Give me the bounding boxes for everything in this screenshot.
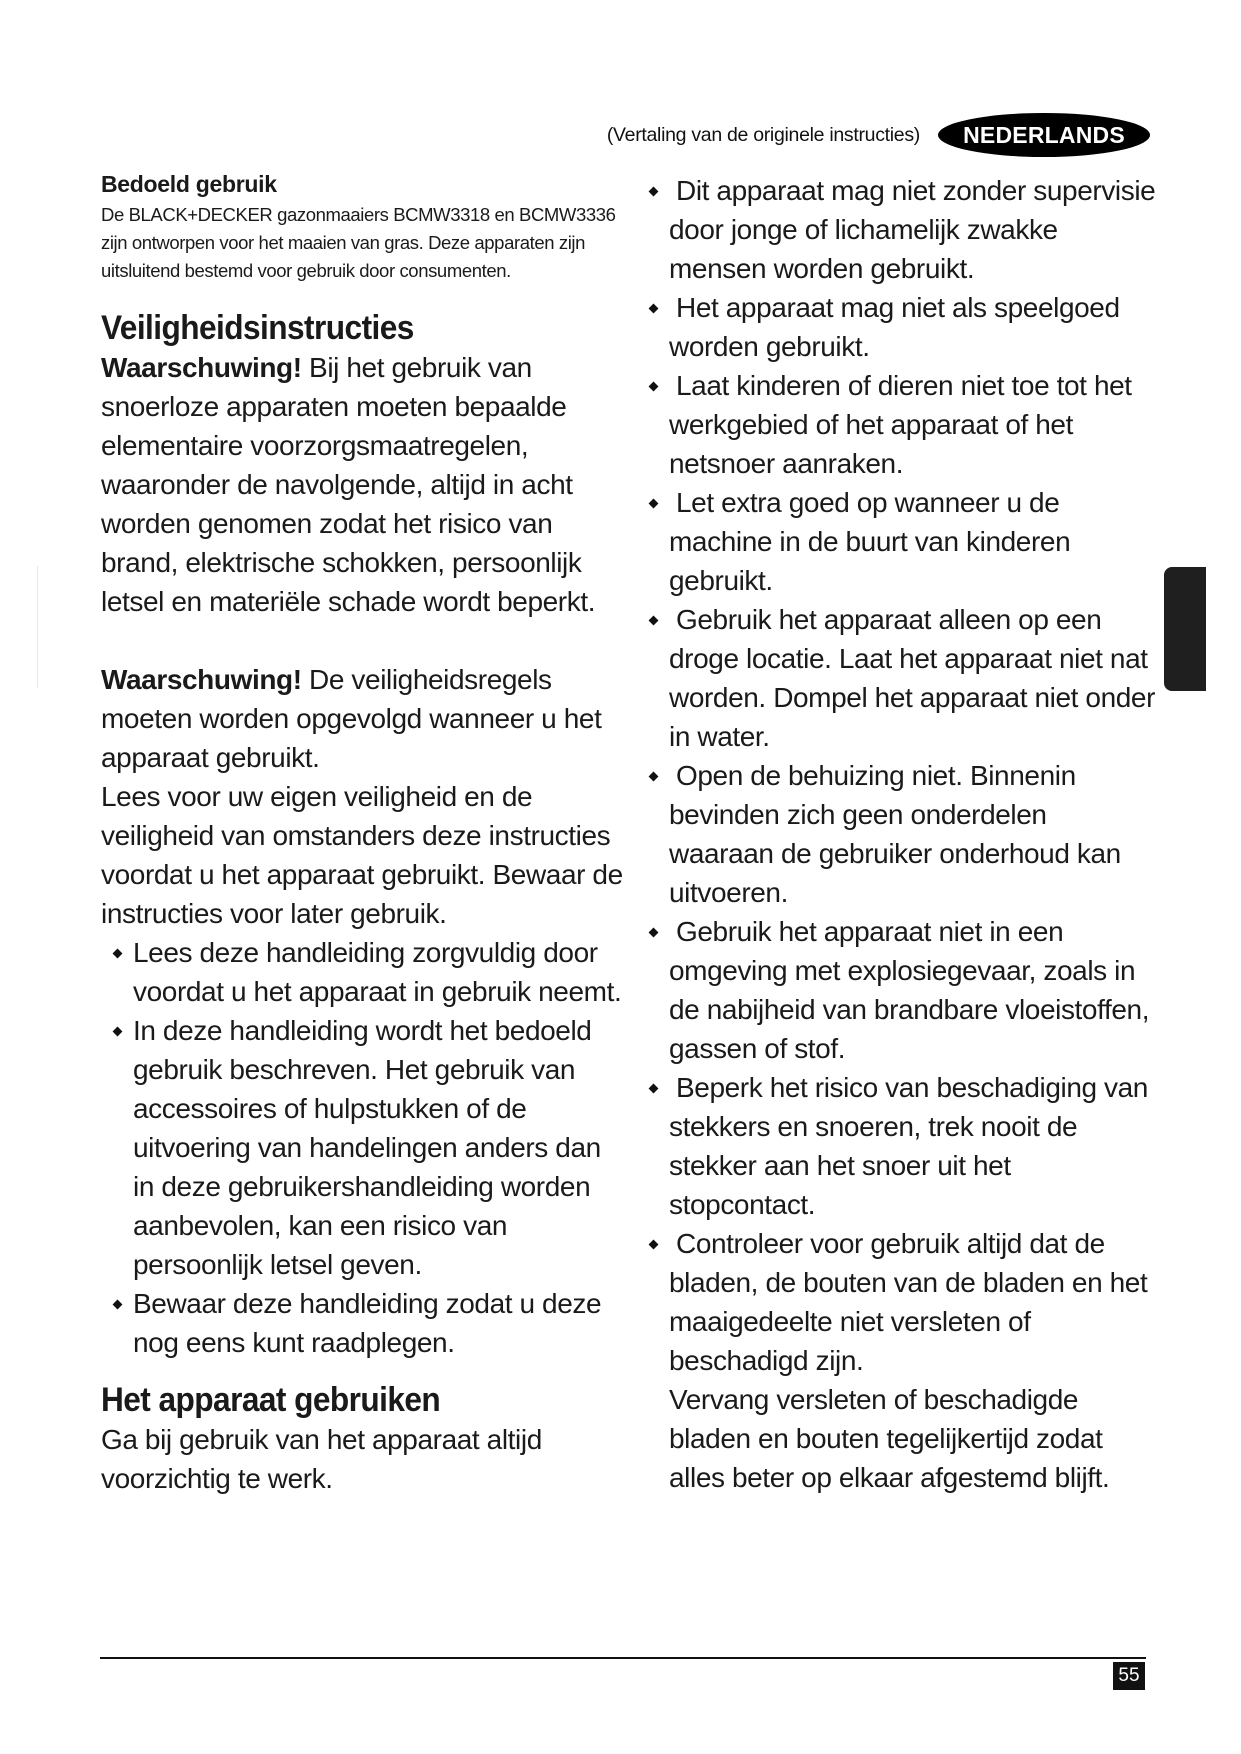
page-header: [600, 113, 1150, 157]
safety-warning-1: [101, 348, 626, 621]
translation-note: (Vertaling van de originele instructies): [606, 123, 920, 146]
diamond-bullet-icon: [113, 949, 123, 959]
left-column: [101, 171, 626, 1498]
diamond-bullet-icon: [649, 1084, 659, 1094]
list-item-text: Het apparaat mag niet als speelgoed worden gebruikt.: [669, 292, 1120, 362]
using-text: Ga bij gebruik van het apparaat altijd voorzichtig te werk.: [101, 1424, 542, 1494]
paragraph-spacer: [101, 621, 626, 660]
list-item-text: Laat kinderen of dieren niet toe tot het werkgebied of het apparaat of het netsnoer aanraken.: [669, 370, 1132, 479]
diamond-bullet-icon: [649, 187, 659, 197]
list-item: [648, 912, 1158, 1068]
right-column: [648, 171, 1158, 1497]
diamond-bullet-icon: [649, 382, 659, 392]
language-badge: NEDERLANDS: [938, 113, 1150, 157]
page-number: 55: [1113, 1662, 1145, 1690]
list-item: [101, 1284, 626, 1362]
list-item: [648, 171, 1158, 288]
list-item-text: Lees deze handleiding zorgvuldig door voordat u het apparaat in gebruik neemt.: [133, 937, 622, 1007]
warning-2-label: Waarschuwing!: [101, 664, 302, 695]
left-bullet-list: [101, 933, 626, 1362]
replace-blades-text: Vervang versleten of beschadigde bladen en bouten tegelijkertijd zodat alles beter op elkaar afgestemd blijft.: [669, 1384, 1110, 1493]
warning-2-text: De veiligheidsregels moeten worden opgevolgd wanneer u het apparaat gebruikt.: [101, 664, 602, 773]
list-item-text: In deze handleiding wordt het bedoeld gebruik beschreven. Het gebruik van accessoires of hulpstukken of de uitvoering van handelingen anders dan in deze gebruikershandleiding worden aanbevolen, kan een risico van persoonlijk letsel geven.: [133, 1015, 601, 1280]
list-item: [648, 366, 1158, 483]
diamond-bullet-icon: [649, 499, 659, 509]
diamond-bullet-icon: [113, 1300, 123, 1310]
list-item-text: Gebruik het apparaat alleen op een droge locatie. Laat het apparaat niet nat worden. Dompel het apparaat niet onder in water.: [669, 604, 1156, 752]
using-heading: Het apparaat gebruiken: [101, 1381, 441, 1419]
intended-use-heading: Bedoeld gebruik: [101, 171, 277, 197]
list-item: [101, 1011, 626, 1284]
read-instructions-text: Lees voor uw eigen veiligheid en de veiligheid van omstanders deze instructies voordat u het apparaat gebruikt. Bewaar de instructies voor later gebruik.: [101, 781, 623, 929]
right-bullet-list: [648, 171, 1158, 1380]
list-item-text: Bewaar deze handleiding zodat u deze nog eens kunt raadplegen.: [133, 1288, 602, 1358]
list-item: [648, 600, 1158, 756]
diamond-bullet-icon: [649, 1240, 659, 1250]
list-item-text: Open de behuizing niet. Binnenin bevinden zich geen onderdelen waaraan de gebruiker onderhoud kan uitvoeren.: [669, 760, 1121, 908]
section-tab-marker: [1164, 567, 1206, 691]
list-item-text: Dit apparaat mag niet zonder supervisie door jonge of lichamelijk zwakke mensen worden gebruikt.: [669, 175, 1156, 284]
list-item: [648, 1224, 1158, 1380]
footer-divider: [100, 1657, 1146, 1659]
list-item: [648, 483, 1158, 600]
diamond-bullet-icon: [649, 928, 659, 938]
diamond-bullet-icon: [649, 616, 659, 626]
diamond-bullet-icon: [113, 1027, 123, 1037]
list-item: [648, 288, 1158, 366]
list-item-text: Let extra goed op wanneer u de machine in de buurt van kinderen gebruikt.: [669, 487, 1071, 596]
list-item-text: Controleer voor gebruik altijd dat de bladen, de bouten van de bladen en het maaigedeelte niet versleten of beschadigd zijn.: [669, 1228, 1148, 1376]
safety-warning-2: [101, 660, 626, 777]
list-item-text: Gebruik het apparaat niet in een omgeving met explosiegevaar, zoals in de nabijheid van brandbare vloeistoffen, gassen of stof.: [669, 916, 1150, 1064]
list-item: [101, 933, 626, 1011]
warning-1-label: Waarschuwing!: [101, 352, 302, 383]
diamond-bullet-icon: [649, 304, 659, 314]
list-item: [648, 756, 1158, 912]
safety-heading: Veiligheidsinstructies: [101, 309, 414, 347]
list-item: [648, 1068, 1158, 1224]
list-item-text: Beperk het risico van beschadiging van stekkers en snoeren, trek nooit de stekker aan het snoer uit het stopcontact.: [669, 1072, 1148, 1220]
page-edge-mark: [37, 566, 38, 688]
diamond-bullet-icon: [649, 772, 659, 782]
intended-use-text: De BLACK+DECKER gazonmaaiers BCMW3318 en BCMW3336 zijn ontworpen voor het maaien van gras. Deze apparaten zijn uitsluitend bestemd voor gebruik door consumenten.: [101, 204, 616, 281]
warning-1-text: Bij het gebruik van snoerloze apparaten moeten bepaalde elementaire voorzorgsmaatregelen, waaronder de navolgende, altijd in acht worden genomen zodat het risico van brand, elektrische schokken, persoonlijk letsel en materiële schade wordt beperkt.: [101, 352, 596, 617]
